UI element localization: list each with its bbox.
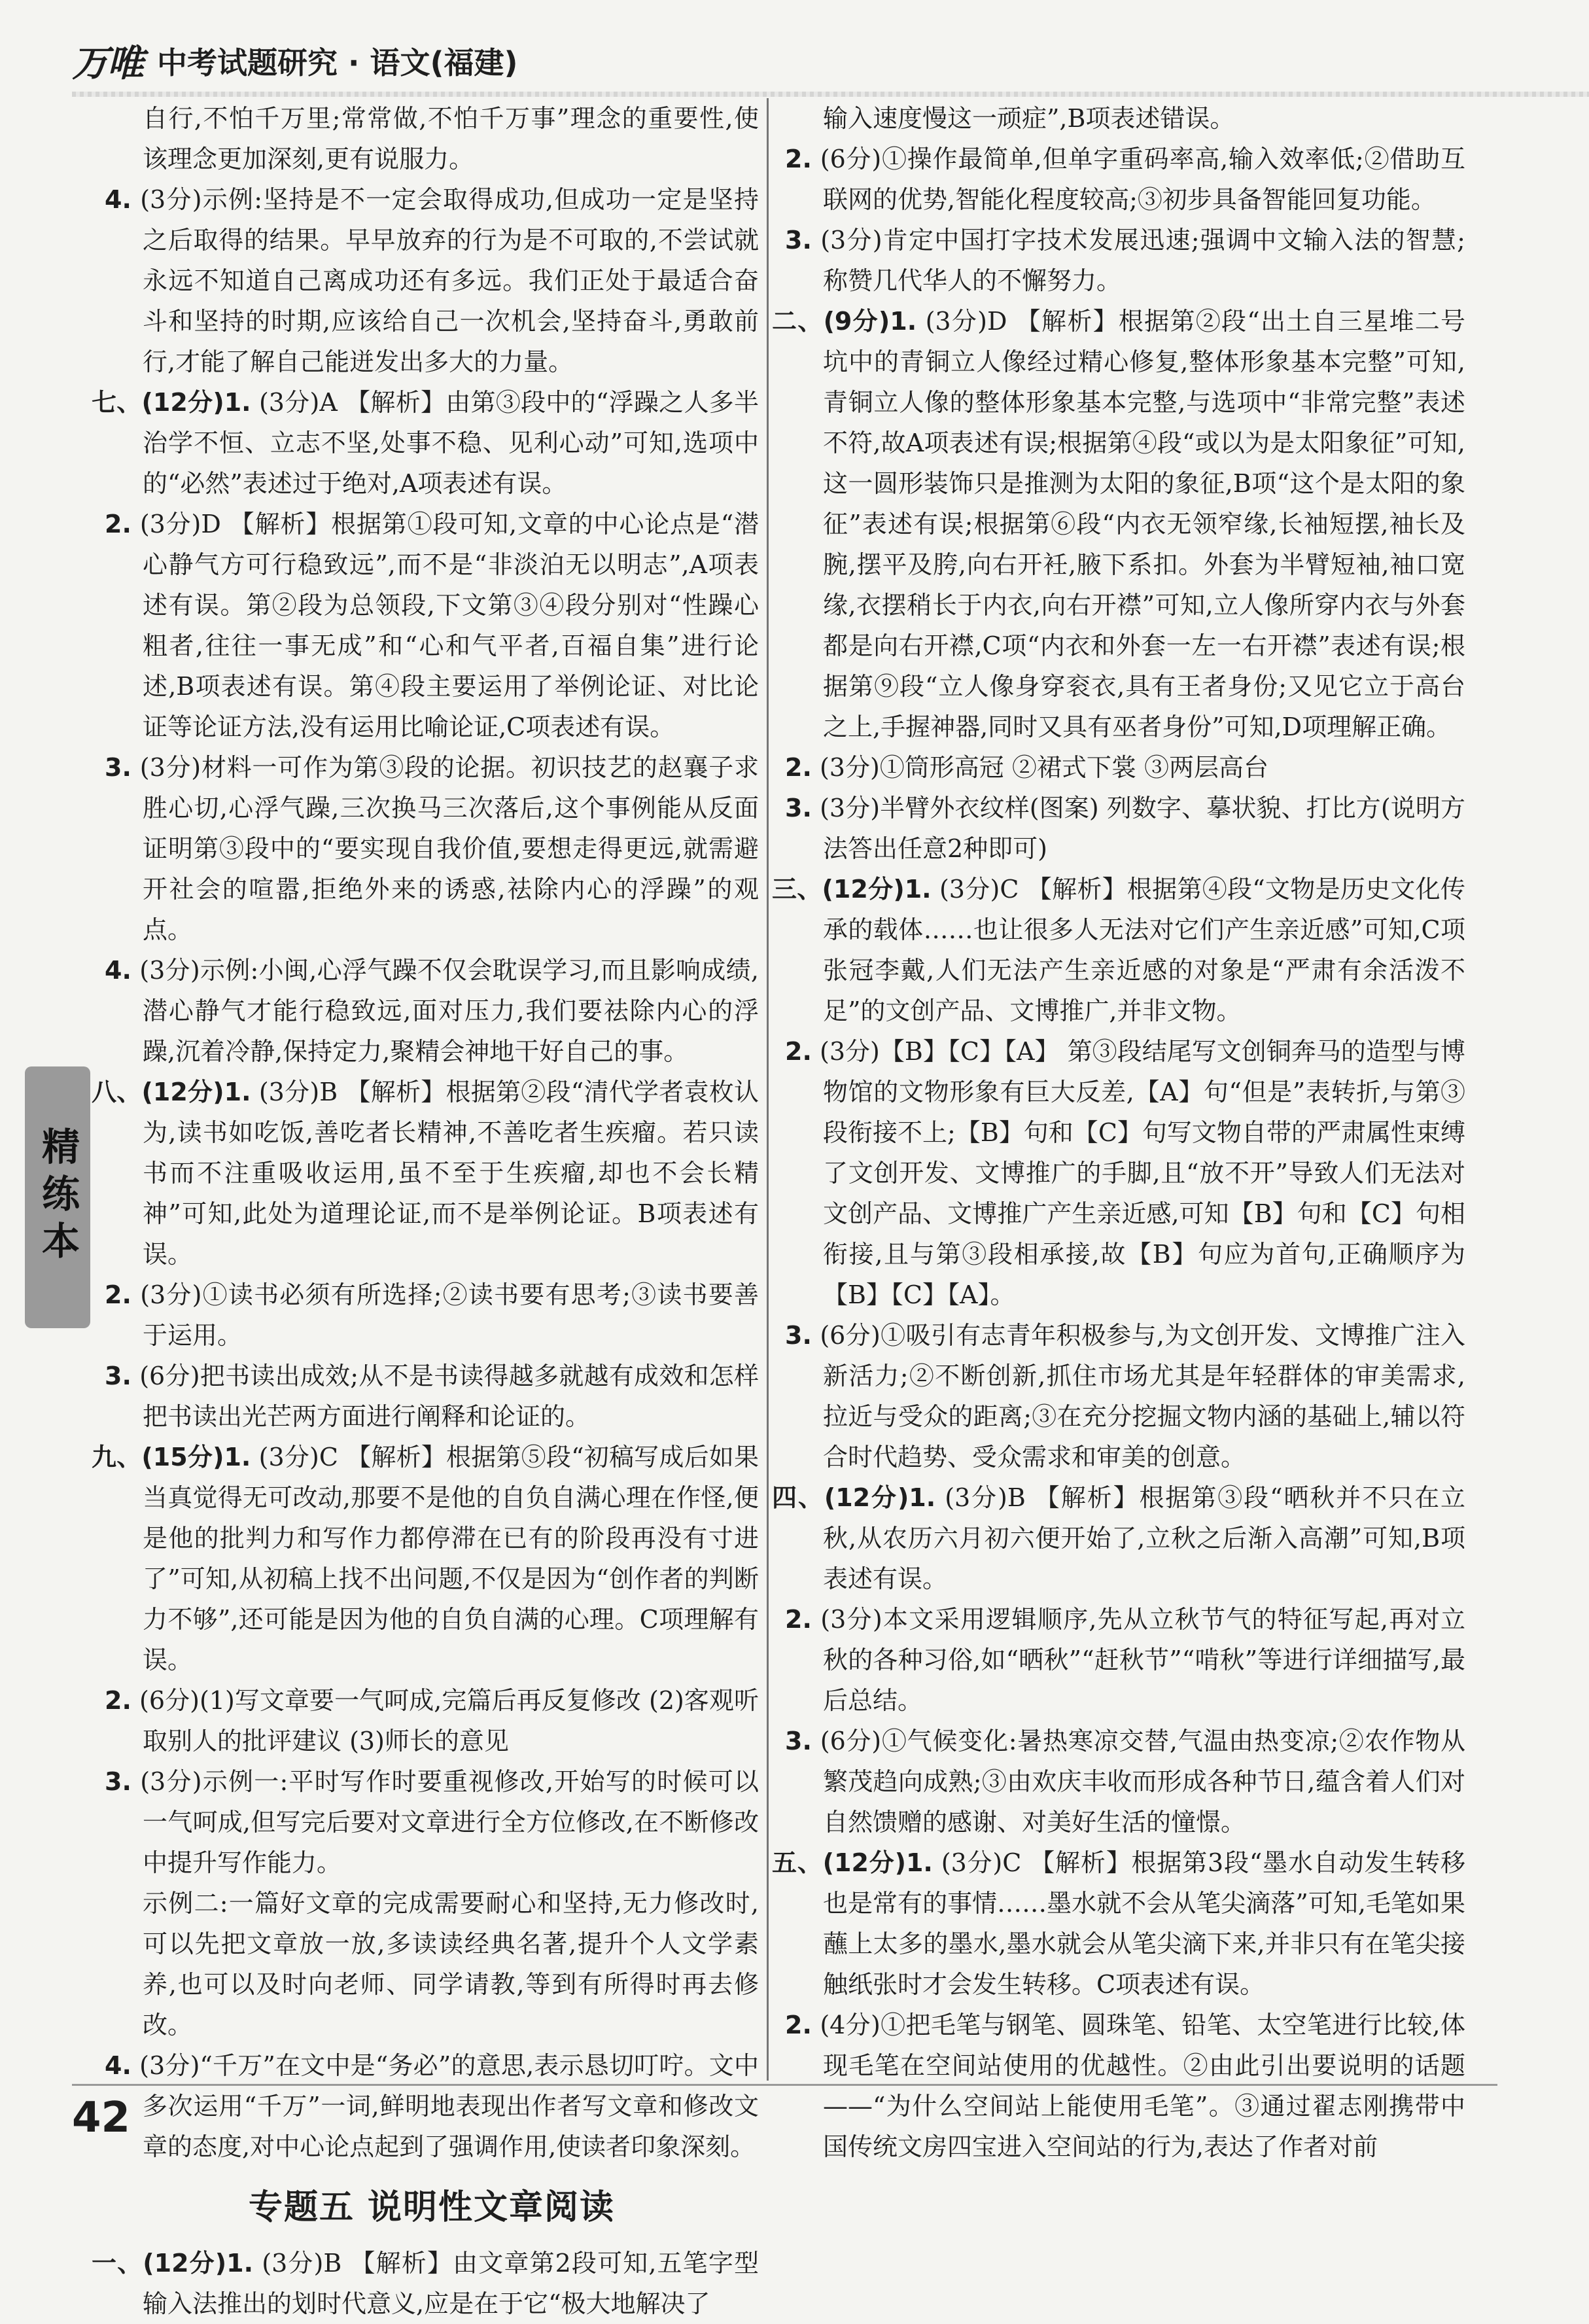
answer-item: 八、(12分)1. (3分)B 【解析】根据第②段“清代学者袁枚认为,读书如吃饭,善吃者长精神,不善吃者生疾瘤。若只读书而不注重吸收运用,虽不至于生疾瘤,却也不会长精神”可知,此处为道理论证,而不是举例论证。B项表述有误。 (92, 1078, 759, 1269)
answer-paragraph: 示例二:一篇好文章的完成需要耐心和坚持,无力修改时,可以先把文章放一放,多读读经典名著,提升个人文学素养,也可以及时向老师、同学请教,等到有所得时再去修改。 (143, 1889, 759, 2039)
answer-item: 一、(12分)1. (3分)B 【解析】由文章第2段可知,五笔字型输入法推出的划时代意义,应是在于它“极大地解决了 (92, 2249, 759, 2318)
answer-item: 3. (3分)半臂外衣纹样(图案) 列数字、摹状貌、打比方(说明方法答出任意2种即可) (785, 794, 1465, 863)
answer-item: 三、(12分)1. (3分)C 【解析】根据第④段“文物是历史文化传承的载体……也让很多人无法对它们产生亲近感”可知,C项张冠李戴,人们无法产生亲近感的对象是“严肃有余活泼不足”的文创产品、文博推广,并非文物。 (772, 875, 1465, 1025)
answer-item: 3. (3分)材料一可作为第③段的论据。初识技艺的赵襄子求胜心切,心浮气躁,三次换马三次落后,这个事例能从反面证明第③段中的“要实现自我价值,要想走得更远,就需避开社会的喧嚣,拒绝外来的诱惑,祛除内心的浮躁”的观点。 (105, 753, 759, 944)
answer-item: 4. (3分)示例:小闽,心浮气躁不仅会耽误学习,而且影响成绩,潜心静气才能行稳致远,面对压力,我们要祛除内心的浮躁,沉着冷静,保持定力,聚精会神地干好自己的事。 (105, 956, 759, 1066)
answer-item: 4. (3分)示例:坚持是不一定会取得成功,但成功一定是坚持之后取得的结果。早早放弃的行为是不可取的,不尝试就永远不知道自己离成功还有多远。我们正处于最适合奋斗和坚持的时期,应该给自己一次机会,坚持奋斗,勇敢前行,才能了解自己能迸发出多大的力量。 (105, 185, 759, 376)
answer-item: 4. (3分)“千万”在文中是“务必”的意思,表示恳切叮咛。文中多次运用“千万”一词,鲜明地表现出作者写文章和修改文章的态度,对中心论点起到了强调作用,使读者印象深刻。 (105, 2051, 759, 2161)
answer-item: 2. (3分)①读书必须有所选择;②读书要有思考;③读书要善于运用。 (105, 1280, 759, 1350)
answer-item: 七、(12分)1. (3分)A 【解析】由第③段中的“浮躁之人多半治学不恒、立志不坚,处事不稳、见利心动”可知,选项中的“必然”表述过于绝对,A项表述有误。 (92, 388, 759, 498)
header-title: 中考试题研究 · 语文(福建) (157, 45, 518, 80)
answer-item: 2. (3分)①筒形高冠 ②裙式下裳 ③两层高台 (785, 753, 1268, 782)
answer-item: 3. (6分)①气候变化:暑热寒凉交替,气温由热变凉;②农作物从繁茂趋向成熟;③由欢庆丰收而形成各种节日,蕴含着人们对自然馈赠的感谢、对美好生活的憧憬。 (785, 1727, 1465, 1837)
page-header (72, 31, 518, 90)
answer-item: 3. (6分)①吸引有志青年积极参与,为文创开发、文博推广注入新活力;②不断创新,抓住市场尤其是年轻群体的审美需求,拉近与受众的距离;③在充分挖掘文物内涵的基础上,辅以符合时代趋势、受众需求和审美的创意。 (785, 1321, 1465, 1471)
footer-rule (72, 2084, 1497, 2086)
answer-item: 3. (3分)肯定中国打字技术发展迅速;强调中文输入法的智慧;称赞几代华人的不懈努力。 (785, 226, 1465, 295)
answer-item: 2. (4分)①把毛笔与钢笔、圆珠笔、铅笔、太空笔进行比较,体现毛笔在空间站使用的优越性。②由此引出要说明的话题——“为什么空间站上能使用毛笔”。③通过翟志刚携带中国传统文房四宝进入空间站的行为,表达了作者对前 (785, 2011, 1465, 2161)
section-title: 专题五 说明性文章阅读 (248, 2188, 616, 2227)
answer-item: 二、(9分)1. (3分)D 【解析】根据第②段“出土自三星堆二号坑中的青铜立人像经过精心修复,整体形象基本完整”可知,青铜立人像的整体形象基本完整,与选项中“非常完整”表述不符,故A项表述有误;根据第④段“或以为是太阳象征”可知,这一圆形装饰只是推测为太阳的象征,B项“这个是太阳的象征”表述有误;根据第⑥段“内衣无领窄缘,长袖短摆,袖长及腕,摆平及胯,向右开衽,腋下系扣。外套为半臂短袖,袖口宽缘,衣摆稍长于内衣,向右开襟”可知,立人像所穿内衣与外套都是向右开襟,C项“内衣和外套一左一右开襟”表述有误;根据第⑨段“立人像身穿衮衣,具有王者身份;又见它立于高台之上,手握神器,同时又具有巫者身份”可知,D项理解正确。 (772, 307, 1465, 741)
answer-item: 2. (3分)D 【解析】根据第①段可知,文章的中心论点是“潜心静气方可行稳致远”,而不是“非淡泊无以明志”,A项表述有误。第②段为总领段,下文第③④段分别对“性躁心粗者,往往一事无成”和“心和气平者,百福自集”进行论述,B项表述有误。第④段主要运用了举例论证、对比论证等论证方法,没有运用比喻论证,C项表述有误。 (105, 510, 759, 741)
right-column (772, 98, 1465, 2167)
answer-item: 2. (6分)(1)写文章要一气呵成,完篇后再反复修改 (2)客观听取别人的批评建议 (3)师长的意见 (105, 1686, 759, 1755)
page-number: 42 (72, 2094, 131, 2142)
answer-item: 2. (6分)①操作最简单,但单字重码率高,输入效率低;②借助互联网的优势,智能化程度较高;③初步具备智能回复功能。 (785, 145, 1465, 214)
answer-item: 3. (3分)示例一:平时写作时要重视修改,开始写的时候可以一气呵成,但写完后要对文章进行全方位修改,在不断修改中提升写作能力。 (105, 1767, 759, 1877)
side-tab-label: 精练本 (35, 1127, 80, 1268)
answer-item: 四、(12分)1. (3分)B 【解析】根据第③段“晒秋并不只在立秋,从农历六月初六便开始了,立秋之后渐入高潮”可知,B项表述有误。 (772, 1483, 1465, 1593)
answer-paragraph: 输入速度慢这一顽症”,B项表述错误。 (823, 104, 1235, 133)
answer-item: 2. (3分)【B】【C】【A】 第③段结尾写文创铜奔马的造型与博物馆的文物形象有巨大反差,【A】句“但是”表转折,与第③段衔接不上;【B】句和【C】句写文物自带的严肃属性束缚了文创开发、文博推广的手脚,且“放不开”导致人们无法对文创产品、文博推广产生亲近感,可知【B】句和【C】句相衔接,且与第③段相承接,故【B】句应为首句,正确顺序为【B】【C】【A】。 (785, 1037, 1465, 1309)
answer-item: 3. (6分)把书读出成效;从不是书读得越多就越有成效和怎样把书读出光芒两方面进行阐释和论证的。 (105, 1362, 759, 1431)
side-tab (25, 1066, 90, 1328)
brand-logo: 万唯 (72, 43, 143, 85)
column-divider (767, 98, 769, 2081)
header-rule (72, 92, 1589, 97)
answer-item: 五、(12分)1. (3分)C 【解析】根据第3段“墨水自动发生转移也是常有的事情……墨水就不会从笔尖滴落”可知,毛笔如果蘸上太多的墨水,墨水就会从笔尖滴下来,并非只有在笔尖接触纸张时才会发生转移。C项表述有误。 (772, 1848, 1465, 1999)
answer-item: 九、(15分)1. (3分)C 【解析】根据第⑤段“初稿写成后如果当真觉得无可改动,那要不是他的自负自满心理在作怪,便是他的批判力和写作力都停滞在已有的阶段再没有寸进了”可知,从初稿上找不出问题,不仅是因为“创作者的判断力不够”,还可能是因为他的自负自满的心理。C项理解有误。 (92, 1443, 759, 1674)
answer-item: 2. (3分)本文采用逻辑顺序,先从立秋节气的特征写起,再对立秋的各种习俗,如“晒秋”“赶秋节”“啃秋”等进行详细描写,最后总结。 (785, 1605, 1465, 1715)
answer-paragraph: 自行,不怕千万里;常常做,不怕千万事”理念的重要性,使该理念更加深刻,更有说服力。 (143, 104, 759, 173)
